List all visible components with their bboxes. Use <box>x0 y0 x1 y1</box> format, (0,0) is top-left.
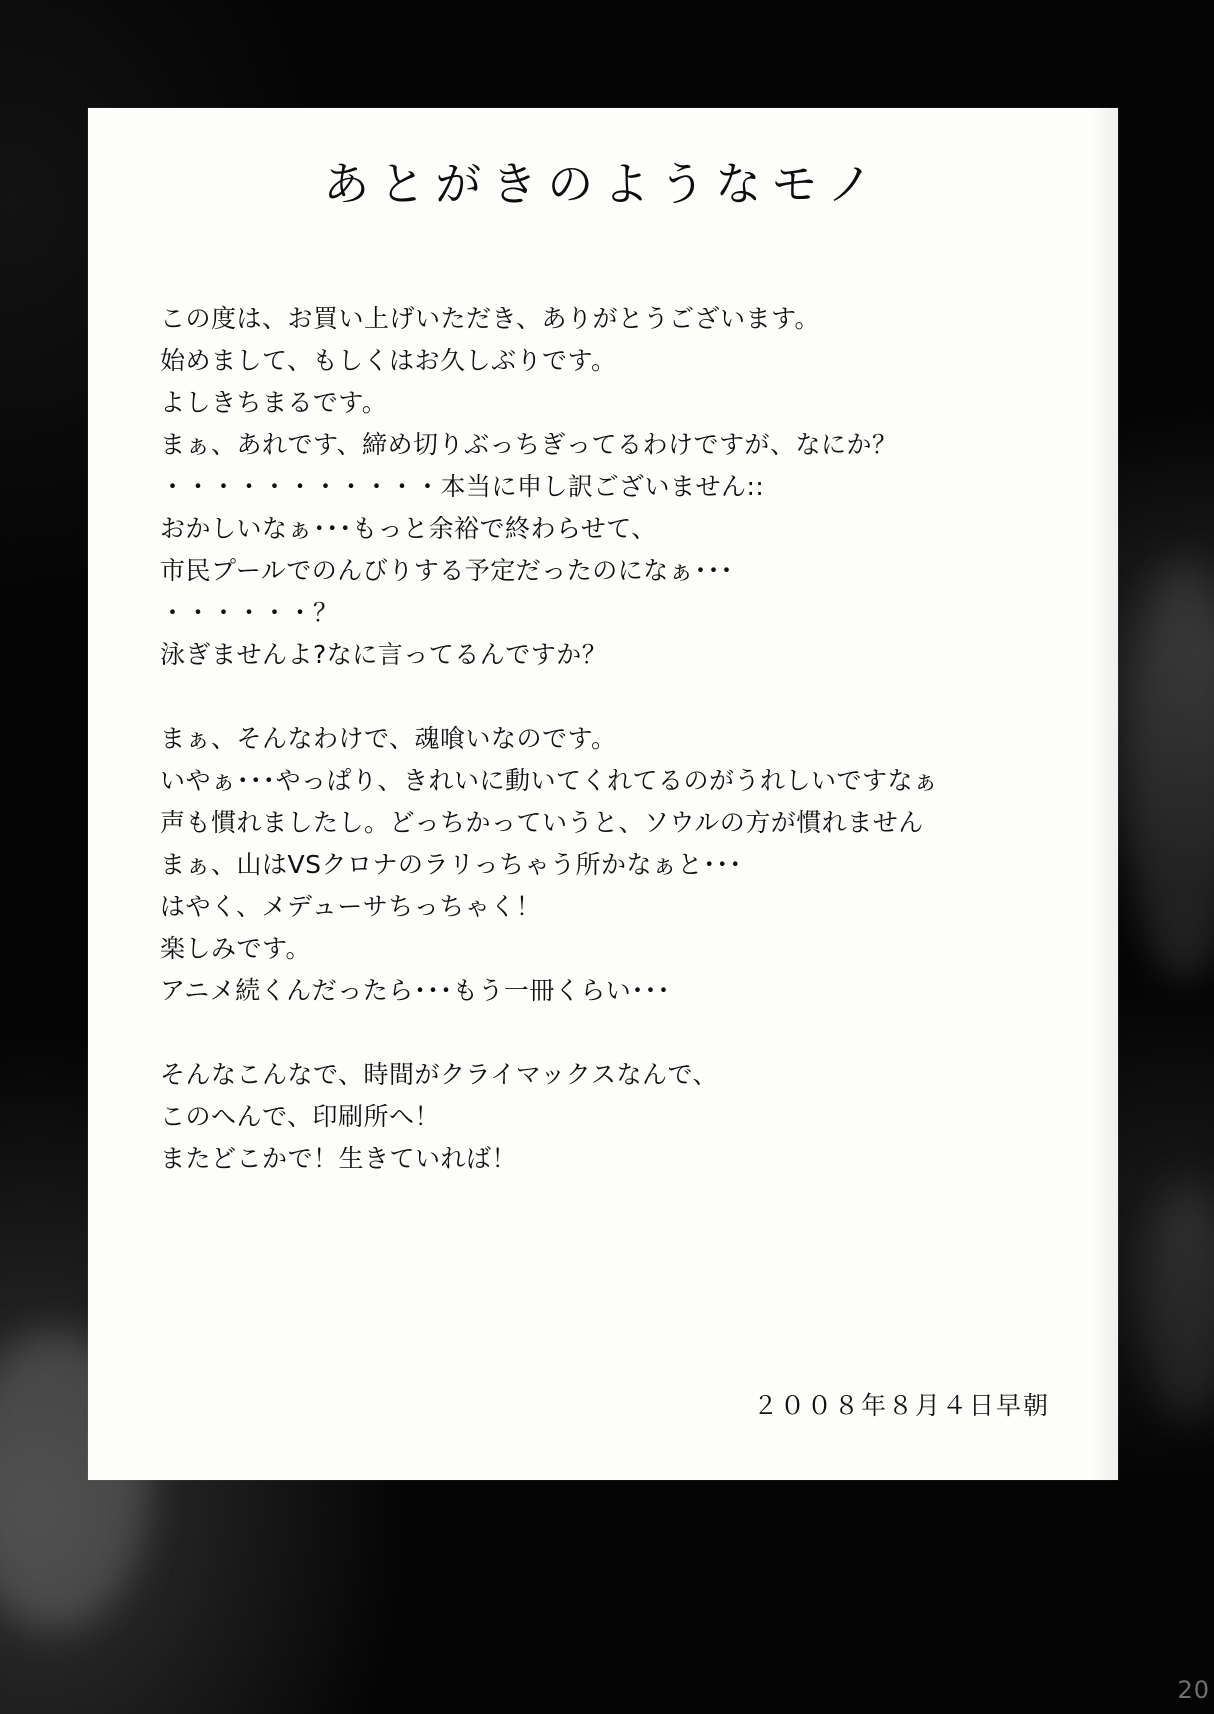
paragraph-closing <box>160 1054 1040 1180</box>
text-line: ・・・・・・？ <box>160 598 339 627</box>
text-line: まぁ、山はVSクロナのラリっちゃう所かなぁと･･･ <box>160 850 742 879</box>
text-line: 始めまして、もしくはお久しぶりです。 <box>160 346 617 375</box>
afterword-body <box>160 298 1040 1180</box>
page-number: 20 <box>1177 1676 1210 1704</box>
colophon-date: ２００８年８月４日早朝 <box>752 1391 1050 1420</box>
document-page <box>88 108 1118 1480</box>
text-line: ・・・・・・・・・・・本当に申し訳ございません:: <box>160 472 765 501</box>
text-line: いやぁ･･･やっぱり、きれいに動いてくれてるのがうれしいですなぁ <box>160 766 939 795</box>
page-title: あとがきのようなモノ <box>323 157 883 211</box>
paragraph-greeting <box>160 298 1040 676</box>
text-line: アニメ続くんだったら･･･もう一冊くらい･･･ <box>160 976 671 1005</box>
text-line: 声も慣れましたし。どっちかっていうと、ソウルの方が慣れません <box>160 808 924 837</box>
text-line: はやく、メデューサちっちゃく！ <box>160 892 542 921</box>
text-line: よしきちまるです。 <box>160 388 388 417</box>
paragraph-main-talk <box>160 718 1040 1012</box>
text-line: そんなこんなで、時間がクライマックスなんで、 <box>160 1060 719 1089</box>
text-line: 楽しみです。 <box>160 934 312 963</box>
text-line: このへんで、印刷所へ！ <box>160 1102 441 1131</box>
text-line: まぁ、そんなわけで、魂喰いなのです。 <box>160 724 617 753</box>
text-line: この度は、お買い上げいただき、ありがとうございます。 <box>160 304 821 333</box>
text-line: まぁ、あれです、締め切りぶっちぎってるわけですが、なにか？ <box>160 430 898 459</box>
text-line: またどこかで！生きていれば！ <box>160 1144 518 1173</box>
text-line: 市民プールでのんびりする予定だったのになぁ･･･ <box>160 556 734 585</box>
text-line: 泳ぎませんよ?なに言ってるんですか？ <box>160 640 608 669</box>
text-line: おかしいなぁ･･･もっと余裕で終わらせて、 <box>160 514 657 543</box>
